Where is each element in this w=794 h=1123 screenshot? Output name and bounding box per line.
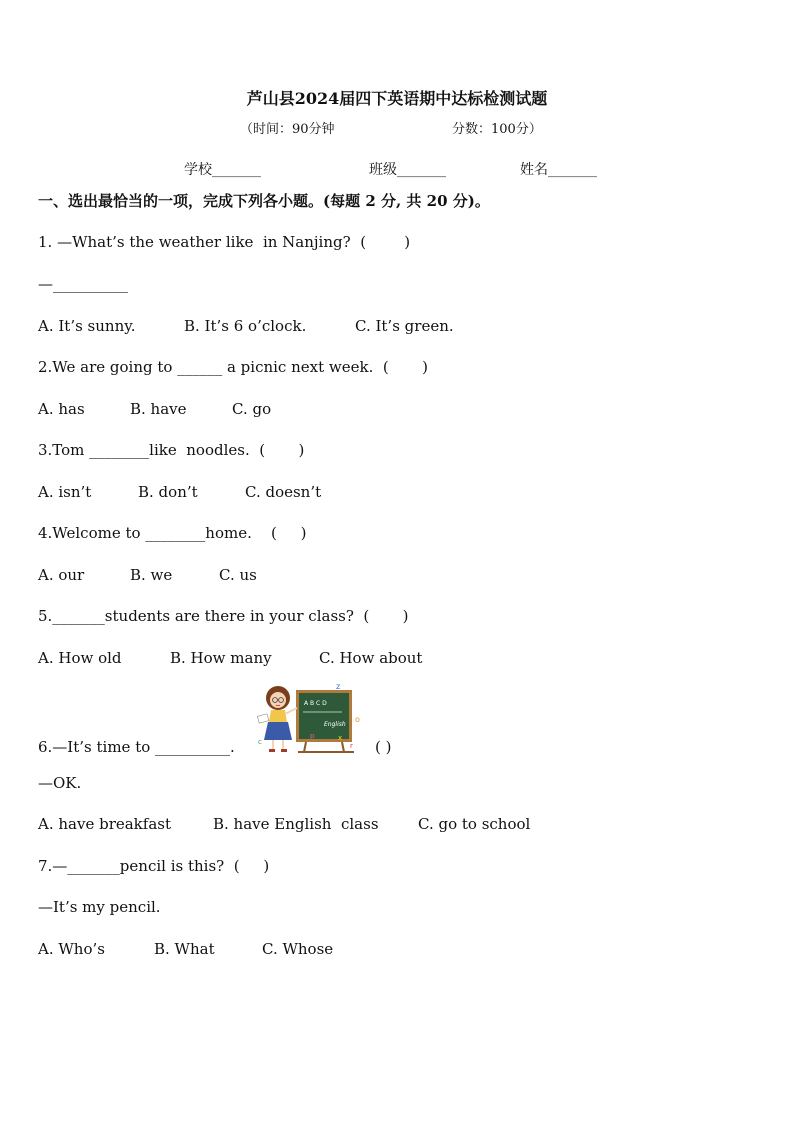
question-6-option-c: C. go to school — [418, 815, 531, 833]
question-2-option-c: C. go — [232, 400, 272, 418]
svg-text:x: x — [338, 734, 343, 742]
question-4-option-c: C. us — [219, 566, 257, 584]
question-6-reply: —OK. — [38, 774, 82, 792]
question-4-stem: 4.Welcome to ________home. ( ) — [38, 524, 307, 542]
svg-text:p: p — [310, 732, 315, 740]
question-5-option-b: B. How many — [170, 649, 272, 667]
question-7-option-b: B. What — [154, 940, 215, 958]
blackboard-letters: A B C D — [304, 700, 327, 707]
girl-skirt — [264, 722, 292, 740]
question-7-stem: 7.—_______pencil is this? ( ) — [38, 857, 270, 875]
question-1-option-c: C. It’s green. — [355, 317, 454, 335]
question-3-option-a: A. isn’t — [38, 483, 92, 501]
question-4-option-a: A. our — [38, 566, 85, 584]
question-6-option-b: B. have English class — [213, 815, 379, 833]
question-6-option-a: A. have breakfast — [38, 815, 171, 833]
question-6-stem: 6.—It’s time to __________. — [38, 738, 235, 756]
question-7-option-a: A. Who’s — [38, 940, 105, 958]
question-5-stem: 5._______students are there in your class? ( ) — [38, 607, 409, 625]
question-3-option-b: B. don’t — [138, 483, 198, 501]
exam-time: （时间：90分钟 — [240, 122, 335, 137]
svg-text:o: o — [355, 715, 360, 724]
section-heading: 一、选出最恰当的一项，完成下列各小题。(每题 2 分, 共 20 分)。 — [38, 192, 490, 210]
girl-shirt — [269, 710, 287, 722]
question-1-stem: 1. —What’s the weather like in Nanjing? ( ) — [38, 233, 411, 251]
school-field: 学校_______ — [184, 162, 261, 178]
class-field: 班级_______ — [369, 162, 446, 178]
question-7-option-c: C. Whose — [262, 940, 334, 958]
question-1-option-a: A. It’s sunny. — [38, 317, 136, 335]
question-2-option-b: B. have — [130, 400, 187, 418]
exam-score: 分数：100分） — [452, 122, 542, 137]
book-icon — [257, 714, 268, 723]
question-3-option-c: C. doesn’t — [245, 483, 322, 501]
question-5-option-a: A. How old — [38, 649, 122, 667]
question-2-option-a: A. has — [38, 400, 85, 418]
question-5-option-c: C. How about — [319, 649, 423, 667]
page-title: 芦山县2024届四下英语期中达标检测试题 — [246, 89, 548, 108]
question-1-answer-line: —__________ — [38, 275, 128, 293]
question-4-option-b: B. we — [130, 566, 173, 584]
svg-text:r: r — [350, 742, 353, 750]
question-7-reply: —It’s my pencil. — [38, 898, 161, 916]
question-2-stem: 2.We are going to ______ a picnic next week. ( ) — [38, 358, 428, 376]
name-field: 姓名_______ — [520, 162, 597, 178]
svg-text:z: z — [336, 682, 341, 691]
blackboard-caption: English — [324, 721, 346, 728]
question-1-option-b: B. It’s 6 o’clock. — [184, 317, 307, 335]
svg-text:c: c — [258, 738, 262, 746]
teacher-blackboard-illustration — [254, 682, 370, 754]
question-6-answer-paren: ( ) — [375, 738, 392, 756]
question-3-stem: 3.Tom ________like noodles. ( ) — [38, 441, 305, 459]
